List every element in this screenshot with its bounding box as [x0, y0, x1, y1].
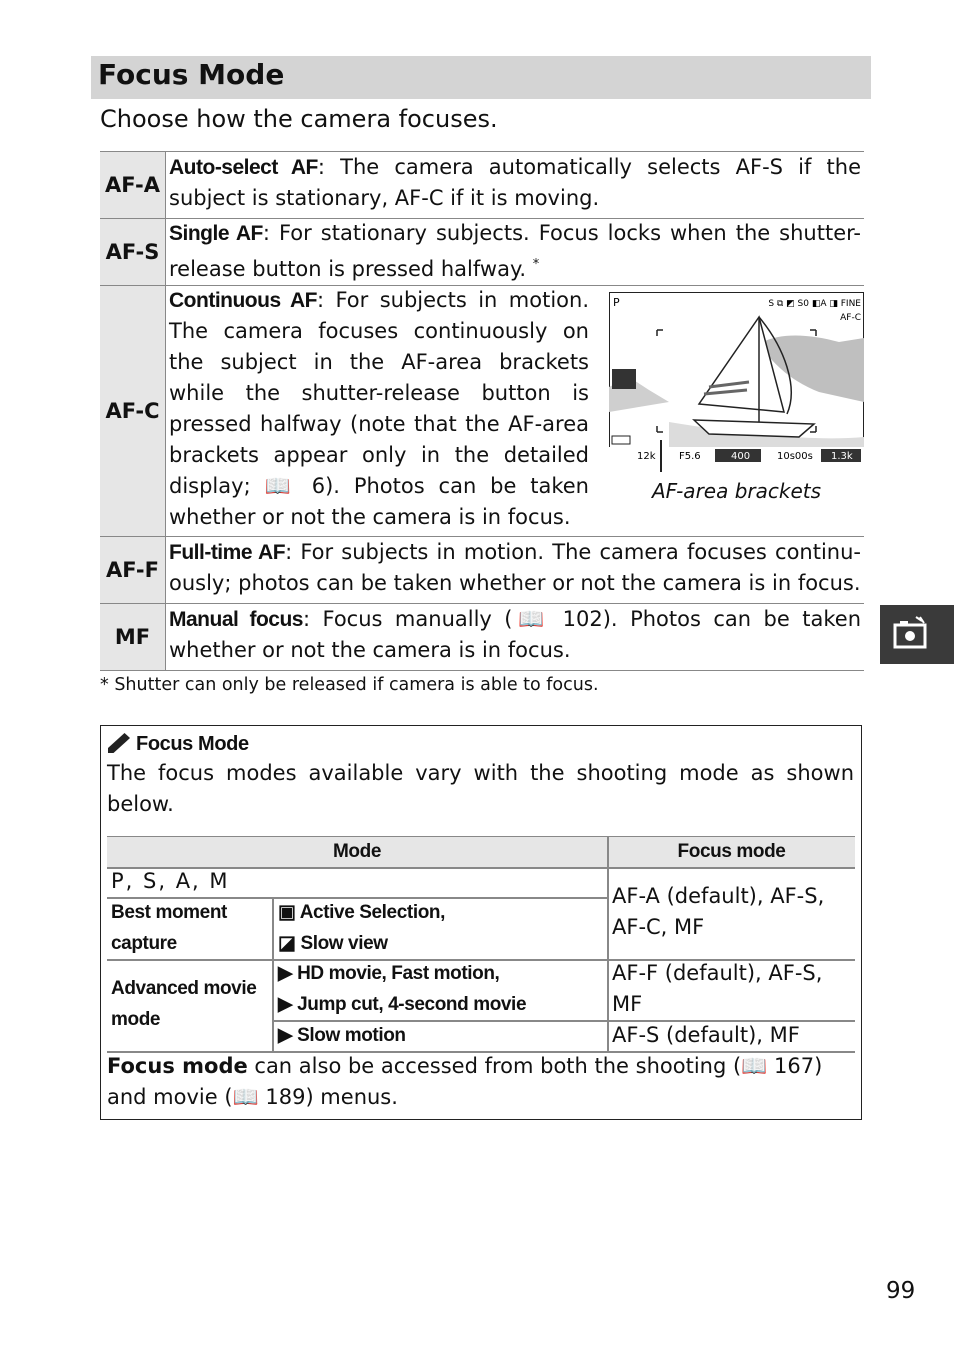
mode-psam: P, S, A, M	[111, 869, 230, 893]
advanced-movie-item-text: Jump cut, 4-second movie	[297, 994, 527, 1015]
focus-advanced-movie: AF-F (default), AF-S, MF	[612, 961, 823, 1016]
mode-description-af-a	[169, 152, 861, 214]
slow-motion-icon: ▶	[278, 1025, 298, 1046]
focus-slow-motion: AF-S (default), MF	[612, 1023, 800, 1047]
lcd-time: 10s00s	[777, 451, 813, 462]
camera-display-illustration	[609, 292, 864, 464]
note-footer-bold: Focus mode	[107, 1054, 248, 1078]
column-divider	[165, 219, 166, 285]
mode-code-af-f: AF-F	[100, 537, 165, 603]
mode-name: Manual focus	[169, 608, 303, 631]
mode-code-af-s: AF-S	[100, 219, 165, 285]
header-focus-mode: Focus mode	[677, 841, 786, 862]
best-moment-item	[278, 928, 388, 959]
page-title: Focus Mode	[98, 58, 285, 91]
advanced-movie-item	[278, 958, 499, 989]
note-title	[108, 729, 249, 758]
mode-description-af-s	[169, 218, 861, 285]
illustration-caption: AF-area brackets	[652, 479, 822, 503]
mode-description-mf	[169, 604, 861, 666]
column-divider	[165, 604, 166, 670]
mode-code-mf: MF	[100, 604, 165, 670]
pencil-icon	[108, 733, 130, 753]
slow-view-icon: ◪	[278, 933, 301, 954]
active-selection-icon: ▣	[278, 902, 300, 923]
table-rule	[272, 898, 274, 1051]
lcd-mode: P	[613, 296, 620, 309]
footnote: * Shutter can only be released if camera is able to focus.	[100, 675, 599, 695]
mode-text: : For stationary subjects. Focus locks when the shutter-release button is pressed halfway.	[169, 221, 861, 281]
best-moment-item-text: Active Selection,	[299, 902, 445, 923]
mode-text: : Focus manually (📖 102). Photos can be taken whether or not the camera is in focus.	[169, 607, 861, 662]
column-divider	[165, 286, 166, 536]
mode-code-af-c: AF-C	[100, 286, 165, 536]
caption-leader-line	[660, 440, 662, 472]
mode-text: : For subjects in motion. The camera focuses continu-ously; photos can be taken whether or not the camera is in focus.	[169, 540, 862, 595]
table-rule	[607, 837, 609, 1051]
column-divider	[165, 537, 166, 603]
lcd-status: S ⧉ ◩ S0 ◧A ◨ FINE	[768, 299, 861, 309]
lcd-exposure: 1.3k	[831, 451, 853, 462]
lcd-shots: 12k	[637, 451, 656, 462]
page-number: 99	[886, 1278, 916, 1304]
lcd-af: AF-C	[840, 313, 861, 323]
note-title-text: Focus Mode	[136, 733, 249, 755]
note-footer-text: can also be accessed from both the shooting (📖 167) and movie (📖 189) menus.	[107, 1054, 823, 1109]
mode-name: Auto-select AF	[169, 156, 318, 179]
movie-icon: ▶	[278, 963, 298, 984]
footnote-mark: *	[532, 257, 540, 272]
mode-text: : The camera automatically selects AF-S if the subject is stationary, AF-C if it is moving.	[169, 155, 861, 210]
lcd-aperture: F5.6	[679, 451, 701, 462]
chapter-tab	[880, 605, 954, 664]
focus-psam: AF-A (default), AF-S, AF-C, MF	[612, 884, 825, 939]
mode-description-af-f	[169, 537, 861, 599]
camera-icon	[880, 605, 954, 664]
note-text: The focus modes available vary with the shooting mode as shown below.	[107, 761, 854, 816]
mode-best-moment: Best moment capture	[111, 902, 227, 954]
mode-name: Full-time AF	[169, 541, 286, 564]
column-divider	[165, 152, 166, 218]
advanced-movie-item	[278, 989, 526, 1020]
slow-motion-text: Slow motion	[297, 1025, 406, 1046]
best-moment-item	[278, 897, 445, 928]
header-mode: Mode	[332, 841, 381, 862]
mode-name: Single AF	[169, 222, 263, 245]
lcd-iso: 400	[731, 451, 751, 462]
mode-name: Continuous AF	[169, 289, 317, 312]
advanced-movie-item-text: HD movie, Fast motion,	[297, 963, 500, 984]
jump-cut-icon: ▶	[278, 994, 298, 1015]
mode-description-af-c	[169, 285, 589, 533]
intro-text: Choose how the camera focuses.	[100, 105, 498, 133]
mode-text: : For subjects in motion. The camera focuses continuously on the subject in the AF-area brackets while the shutter-release button is pressed halfway (note that the AF-area brackets appear only in the detailed display; 📖 6). Photos can be taken whether or not the camera is in focus.	[169, 288, 589, 529]
mode-advanced-movie: Advanced movie mode	[111, 978, 257, 1030]
slow-motion-item	[278, 1020, 406, 1051]
note-footer	[107, 1051, 857, 1113]
mode-code-af-a: AF-A	[100, 152, 165, 218]
best-moment-item-text: Slow view	[300, 933, 388, 954]
